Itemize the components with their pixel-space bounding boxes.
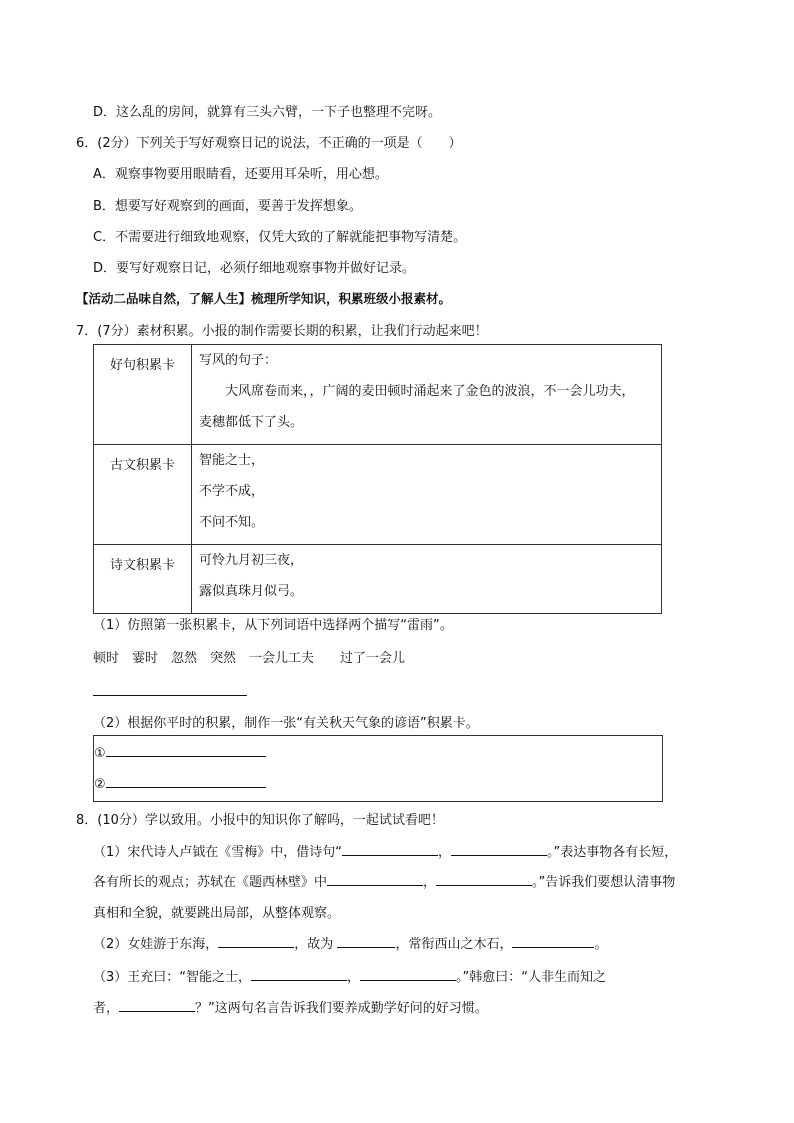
card-content [192,345,662,445]
q8-stem: 8．(10分）学以致用。小报中的知识你了解吗，一起试试看吧！ [76,813,444,828]
q8-sub3-line1 [93,966,606,985]
card-content [192,545,662,614]
answer-line[interactable] [360,968,456,981]
q8-sub1-text: 。”表达事物各有长短， [547,845,678,860]
q8-sub3-text: ？”这两句名言告诉我们要养成勤学好问的好习惯。 [195,1001,488,1016]
q7-word-list: 顿时 霎时 忽然 突然 一会儿工夫 过了一会儿 [93,651,406,666]
q6-option-a: A．观察事物要用眼睛看，还要用耳朵听，用心想。 [93,167,388,182]
card-line: 露似真珠月似弓。 [199,584,304,599]
card-label: 古文积累卡 [94,445,192,545]
card-row-sentence [94,345,662,445]
card-row-poem [94,545,662,614]
answer-line[interactable] [106,744,266,757]
q7-sub1: （1）仿照第一张积累卡，从下列词语中选择两个描写“雷雨”。 [93,618,453,633]
comma: ， [347,970,361,985]
proverb-blank-2 [94,775,266,792]
q8-sub1-text: 各有所长的观点；苏轼在《题西林壁》中 [93,875,328,890]
q8-sub1-text: 。”告诉我们要想认清事物 [532,875,676,890]
q7-sub2: （2）根据你平时的积累，制作一张“有关秋天气象的谚语”积累卡。 [93,716,479,731]
q8-sub1-line2 [93,871,675,890]
card-label: 好句积累卡 [94,345,192,445]
answer-line[interactable] [218,935,294,948]
card-line: 大风席卷而来，，广阔的麦田顿时涌起来了金色的波浪，不一会儿功夫， [199,384,635,399]
proverb-card-box [93,735,663,802]
q8-sub3-text: （3）王充曰：“智能之士， [93,970,252,985]
q8-sub1-text: （1）宋代诗人卢钺在《雪梅》中，借诗句“ [93,845,343,860]
q6-option-c: C．不需要进行细致地观察，仅凭大致的了解就能把事物写清楚。 [93,230,467,245]
answer-line[interactable] [337,935,395,948]
q8-sub3-text: 者， [93,1001,120,1016]
q8-sub3-line2 [93,997,488,1016]
q6-option-d: D．要写好观察日记，必须仔细地观察事物并做好记录。 [93,261,416,276]
card-line: 麦穗都低下了头。 [199,415,304,430]
q6-stem: 6．(2分）下列关于写好观察日记的说法，不正确的一项是（ ） [76,136,462,151]
answer-line[interactable] [342,843,438,856]
card-row-classical [94,445,662,545]
accumulation-cards-table [93,344,662,614]
answer-line[interactable] [327,873,423,886]
card-line: 不问不知。 [199,515,265,530]
q8-sub2 [93,933,607,952]
q8-sub1-line1 [93,841,677,860]
card-label: 诗文积累卡 [94,545,192,614]
answer-line[interactable] [251,968,347,981]
blank-number: ② [94,777,106,792]
card-line: 智能之士， [199,453,265,468]
q5-option-d: D．这么乱的房间，就算有三头六臂，一下子也整理不完呀。 [93,105,442,120]
answer-line[interactable] [106,775,266,788]
q7-sub1-answer-line[interactable] [93,681,247,696]
q8-sub2-text: 。 [594,937,608,952]
comma: ， [423,875,437,890]
q6-option-b: B．想要写好观察到的画面，要善于发挥想象。 [93,199,362,214]
q8-sub2-text: （2）女娃游于东海， [93,937,219,952]
activity-heading: 【活动二品味自然，了解人生】梳理所学知识，积累班级小报素材。 [76,291,452,306]
proverb-blank-1 [94,744,266,761]
card-line: 不学不成， [199,484,265,499]
card-content [192,445,662,545]
answer-line[interactable] [436,873,532,886]
comma: ， [438,845,452,860]
card-line: 可怜九月初三夜， [199,553,304,568]
q8-sub2-text: ，常衔西山之木石， [395,937,513,952]
blank-number: ① [94,746,106,761]
card-line: 写风的句子： [199,353,278,368]
q8-sub1-line3: 真相和全貌，就要跳出局部，从整体观察。 [93,906,341,921]
q8-sub3-text: 。”韩愈曰：“人非生而知之 [456,970,607,985]
answer-line[interactable] [119,999,195,1012]
answer-line[interactable] [451,843,547,856]
q8-sub2-text: ，故为 [294,937,334,952]
q7-stem: 7．(7分）素材积累。小报的制作需要长期的积累，让我们行动起来吧！ [76,324,488,339]
answer-line[interactable] [512,935,594,948]
